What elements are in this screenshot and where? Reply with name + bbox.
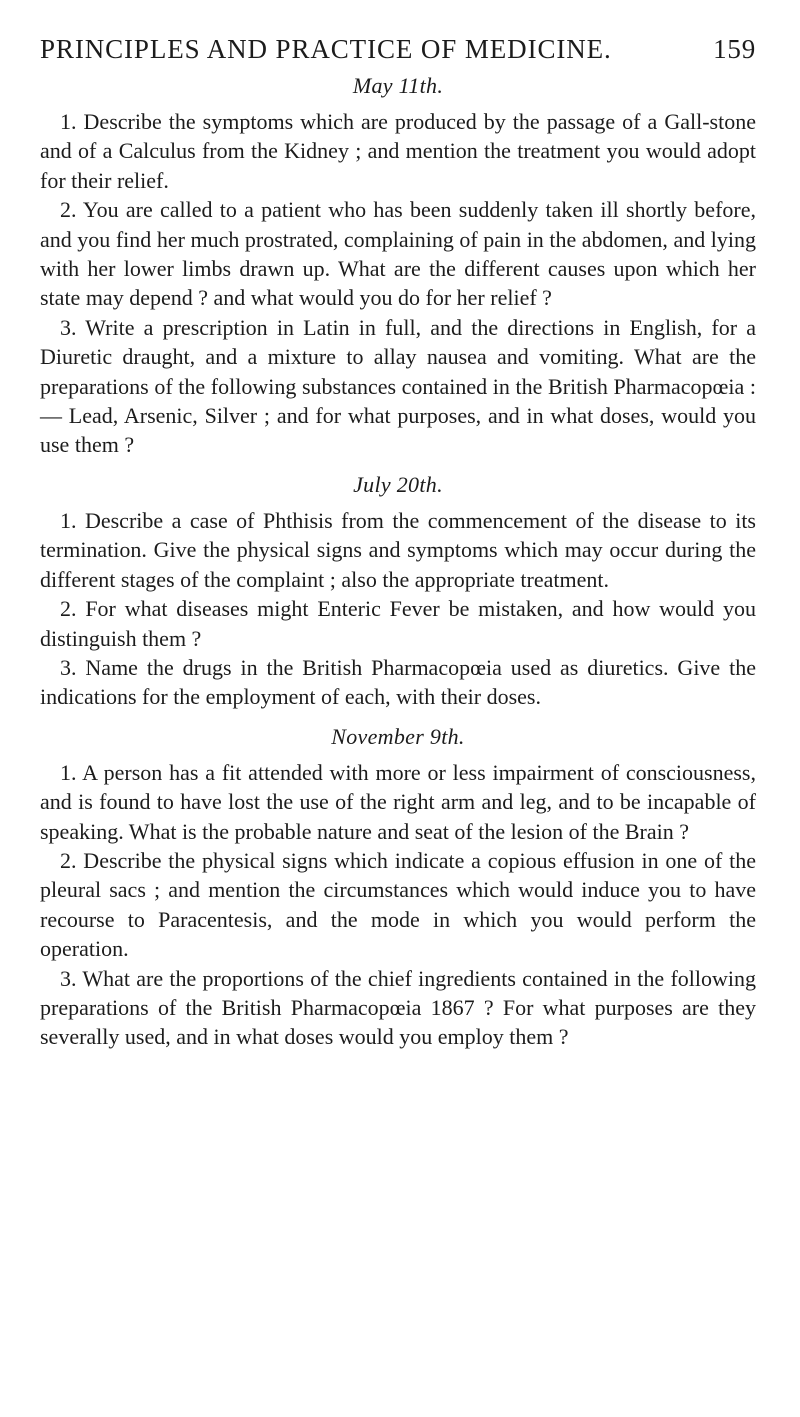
section-date: November 9th.	[331, 723, 465, 749]
question-item: 3. What are the proportions of the chief ingredients contained in the following preparations of the British Pharmacopœia 1867 ? For what purposes are they severally used, and in what doses would you employ them ?	[40, 965, 756, 1050]
exam-section-may	[40, 73, 756, 460]
question-item: 1. Describe a case of Phthisis from the commencement of the disease to its termination. Give the physical signs and symptoms which may occur during the different stages of the complaint ; also the appropriate treatment.	[40, 507, 756, 592]
section-date: July 20th.	[353, 471, 443, 497]
question-item: 2. You are called to a patient who has been suddenly taken ill shortly before, and you find her much prostrated, complaining of pain in the abdomen, and lying with her lower limbs drawn up. What are the different causes upon which her state may depend ? and what would you do for her relief ?	[40, 197, 756, 311]
exam-section-july	[40, 472, 756, 712]
question-item: 2. Describe the physical signs which indicate a copious effusion in one of the pleural sacs ; and mention the circumstances which would induce you to have recourse to Paracentesis, and the mode in which you would perform the operation.	[40, 847, 756, 962]
question-item: 3. Name the drugs in the British Pharmacopœia used as diuretics. Give the indications for the employment of each, with their doses.	[40, 654, 756, 710]
question-item: 1. Describe the symptoms which are produced by the passage of a Gall-stone and of a Calculus from the Kidney ; and mention the treatment you would adopt for their relief.	[40, 109, 756, 193]
exam-section-november	[40, 724, 756, 1052]
question-item: 1. A person has a fit attended with more or less impairment of consciousness, and is found to have lost the use of the right arm and leg, and to be incapable of speaking. What is the probable nature and seat of the lesion of the Brain ?	[40, 759, 756, 844]
section-date: May 11th.	[352, 73, 444, 98]
page-number: 159	[713, 34, 756, 64]
running-title: PRINCIPLES AND PRACTICE OF MEDICINE.	[40, 34, 612, 64]
running-head	[40, 34, 756, 65]
question-item: 2. For what diseases might Enteric Fever be mistaken, and how would you distinguish them ?	[40, 596, 756, 651]
question-item: 3. Write a prescription in Latin in full, and the directions in English, for a Diuretic draught, and a mixture to allay nausea and vomiting. What are the preparations of the following substances contained in the British Pharmacopœia :— Lead, Arsenic, Silver ; and for what purposes, and in what doses, would you use them ?	[40, 314, 756, 458]
